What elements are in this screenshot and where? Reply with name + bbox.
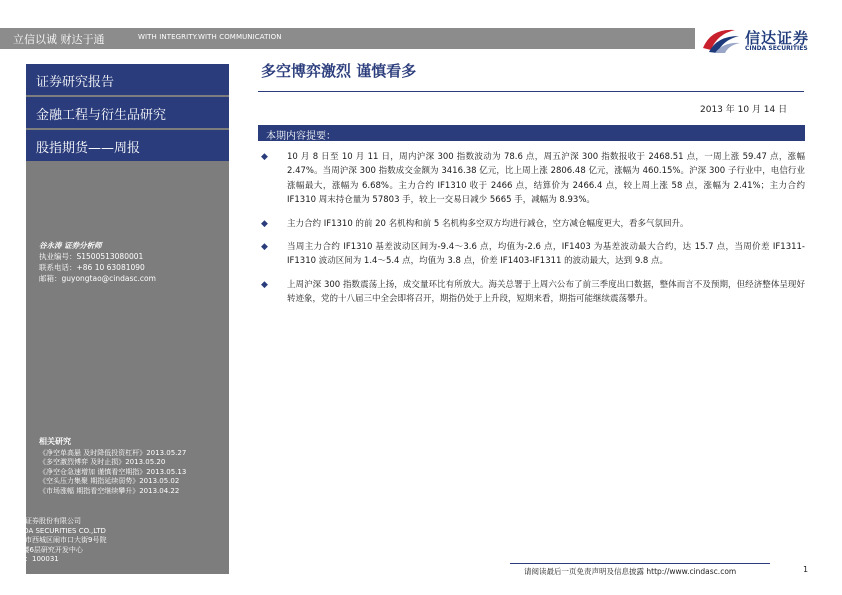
analyst-info	[39, 240, 156, 284]
related-item: 《净空仓急速增加 谨慎看空期指》2013.05.13	[39, 467, 187, 476]
diamond-bullet-icon: ◆	[261, 218, 268, 229]
company-name-en: CINDA SECURITIES CO.,LTD	[11, 526, 106, 535]
footer-disclaimer: 请阅读最后一页免责声明及信息披露 http://www.cindasc.com	[524, 567, 737, 576]
logo-text-en: CINDA SECURITIES	[745, 45, 808, 52]
title-divider	[258, 91, 804, 92]
bullet-text: 10 月 8 日至 10 月 11 日，周内沪深 300 指数波动为 78.6 点，周五沪深 300 指数报收于 2468.51 点，一周上涨 59.47 点，涨幅 2.47%。当周沪深 300 指数成交金额为 3416.38 亿元，比上周上涨 2806.48 亿元，涨幅为 460.15%。沪深 300 子行业中，电信行业涨幅最大，涨幅为 6.68%。主力合约 IF1310 收于 2466 点，结算价为 2466.4 点，较上周上涨 58 点，涨幅为 2.41%；主力合约 IF1310 周末持仓量为 57803 手，较上一交易日减少 5665 手，减幅为 8.93%。	[287, 152, 805, 206]
sidebar	[26, 64, 229, 574]
sidebar-section-label: 证券研究报告	[36, 75, 115, 90]
logo-mark-icon	[701, 26, 741, 54]
related-research	[39, 437, 186, 496]
sidebar-section-label: 金融工程与衍生品研究	[36, 108, 167, 123]
list-item	[261, 150, 805, 208]
diamond-bullet-icon: ◆	[261, 242, 268, 253]
header-slogan: 立信以诚 财达于通	[13, 33, 105, 46]
summary-header	[258, 125, 805, 141]
list-item	[261, 240, 805, 269]
related-item: 《多空激烈博弈 及时止损》2013.05.20	[39, 458, 166, 466]
header-slogan-en: WITH INTEGRITY.WITH COMMUNICATION	[138, 33, 282, 41]
related-item: 《净空单高悬 及时降低投资杠杆》2013.05.27	[39, 448, 187, 457]
bullet-text: 上周沪深 300 指数震荡上扬，成交量环比有所放大。海关总署于上周六公布了前三季度出口数据，整体而言不及预期，但经济整体呈现好转迹象，党的十八届三中全会即将召开，期指仍处于上升段，短期来看，期指可能继续震荡攀升。	[287, 279, 805, 305]
list-item	[261, 217, 805, 231]
related-item: 《空头压力集聚 期指延续弱势》2013.05.02	[39, 477, 180, 485]
company-name-cn: 信达证券股份有限公司	[11, 517, 81, 525]
analyst-phone: 联系电话：+86 10 63081090	[39, 263, 145, 272]
sidebar-section-label: 股指期货——周报	[36, 141, 141, 156]
analyst-name: 谷永涛 证券分析师	[39, 241, 102, 250]
bullet-text: 当周主力合约 IF1310 基差波动区间为-9.4～3.6 点，均值为-2.6 点，IF1403 为基差波动最大合约，达 15.7 点，当周价差 IF1311-IF1310 波动区间为 1.4～5.4 点，均值为 3.8 点，价差 IF1403-IF1311 的波动最大，达到 9.8 点。	[287, 242, 805, 267]
related-heading: 相关研究	[39, 437, 71, 446]
summary-list	[261, 150, 805, 316]
list-item	[261, 278, 805, 307]
company-address-1: 北京市西城区闹市口大街9号院	[11, 536, 107, 544]
header-bar	[0, 28, 695, 49]
related-item: 《市场涨幅 期指看空继续攀升》2013.04.22	[39, 486, 180, 495]
summary-heading: 本期内容提要：	[266, 131, 336, 142]
logo-text-cn: 信达证券	[745, 29, 810, 47]
sidebar-section-report	[26, 64, 229, 95]
sidebar-section-research	[26, 97, 229, 128]
page-number: 1	[803, 565, 809, 574]
report-title: 多空博弈激烈 谨慎看多	[261, 62, 417, 80]
report-date: 2013 年 10 月 14 日	[700, 105, 788, 115]
analyst-license: 执业编号：S1500513080001	[39, 252, 144, 261]
footer-divider	[510, 563, 770, 564]
bullet-text: 主力合约 IF1310 的前 20 名机构和前 5 名机构多空双方均进行减仓，空方减仓幅度更大，看多气氛回升。	[287, 218, 689, 229]
diamond-bullet-icon: ◆	[261, 152, 268, 162]
analyst-email: 邮箱：guyongtao@cindasc.com	[39, 274, 156, 283]
company-logo	[701, 26, 821, 54]
sidebar-section-weekly	[26, 130, 229, 161]
company-zip: 邮编：100031	[11, 555, 59, 563]
diamond-bullet-icon: ◆	[261, 279, 268, 290]
company-info	[11, 517, 106, 565]
company-address-2: 1号楼6层研究开发中心	[11, 545, 83, 554]
